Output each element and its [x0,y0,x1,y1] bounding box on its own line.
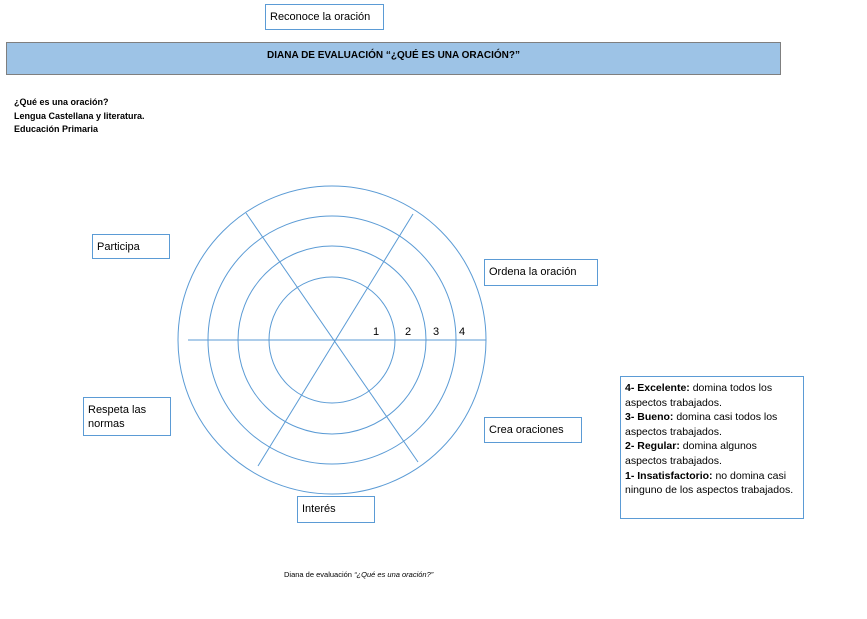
legend-text-bueno: domina casi todos los aspectos trabajados. [625,411,778,438]
target-axis-diagonal-a [246,213,418,462]
target-level-3: 3 [433,326,440,338]
criterion-participa-box [92,234,170,259]
criterion-ordena-box [484,259,598,286]
target-level-2: 2 [405,326,412,338]
figure-caption [284,570,433,579]
criterion-respeta-label: Respeta las normas [88,404,147,430]
legend-text-excelente: domina todos los aspectos trabajados. [625,382,773,409]
page-title-text: DIANA DE EVALUACIÓN “¿QUÉ ES UNA ORACIÓN?” [267,50,520,61]
legend-item-excelente [625,381,799,410]
criterion-interes-label: Interés [302,503,336,515]
rating-legend [620,376,804,519]
caption-prefix: Diana de evaluación [284,570,355,579]
legend-label-bueno: 3- Bueno: [625,411,674,424]
legend-item-regular [625,439,799,468]
target-level-4: 4 [459,326,466,338]
legend-text-insatisfactorio: no domina casi ninguno de los aspectos trabajados. [625,469,794,497]
meta-topic: ¿Qué es una oración? [14,97,109,107]
legend-label-excelente: 4- Excelente: [625,382,690,394]
criterion-ordena-label: Ordena la oración [489,266,577,278]
legend-item-bueno [625,410,799,439]
criterion-crea-label: Crea oraciones [489,424,564,436]
caption-title: “¿Qué es una oración?” [354,570,434,579]
meta-subject: Lengua Castellana y literatura. [14,110,145,121]
legend-label-regular: 2- Regular: [625,440,680,453]
legend-text-regular: domina algunos aspectos trabajados. [625,440,757,467]
legend-label-insatisfactorio: 1- Insatisfactorio: [625,469,713,482]
legend-item-insatisfactorio [625,469,799,498]
meta-level: Educación Primaria [14,124,99,134]
target-level-1: 1 [373,326,380,338]
criterion-reconoce-label: Reconoce la oración [270,11,371,23]
criterion-participa-label: Participa [97,241,140,253]
criterion-crea-box [484,417,582,443]
criterion-respeta-box [83,397,171,436]
criterion-interes-box [297,496,375,523]
